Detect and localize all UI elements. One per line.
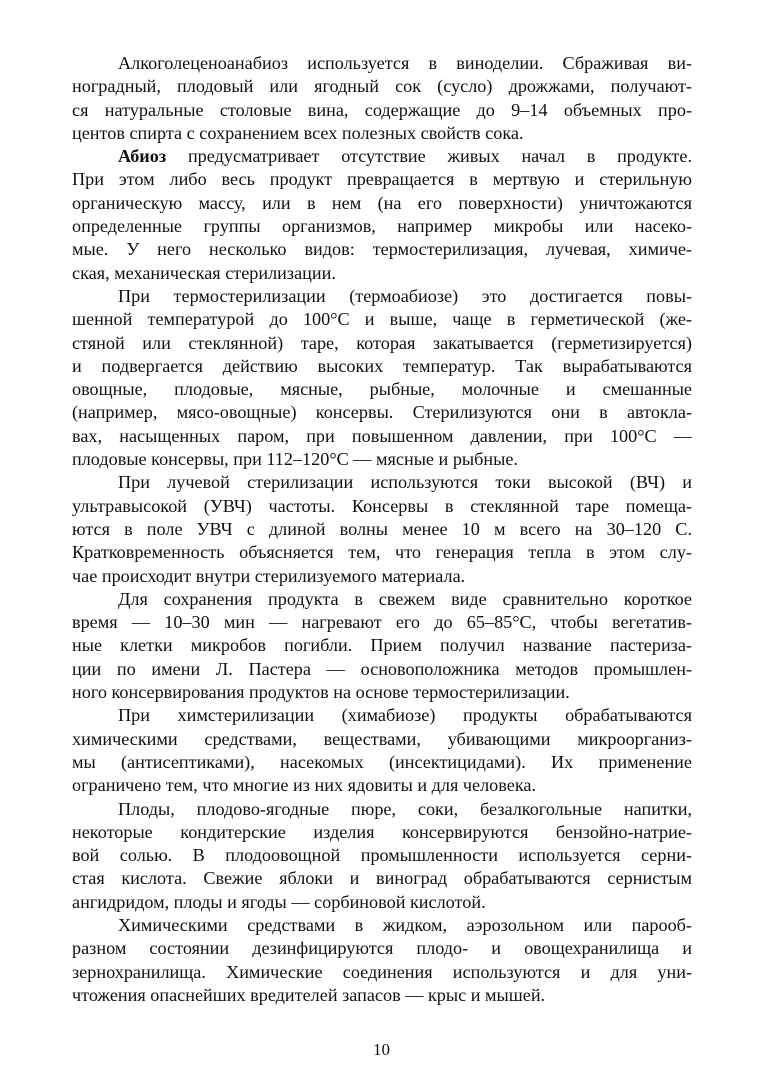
text-line: центов спирта с сохранением всех полезных свойств сока. xyxy=(72,122,524,143)
text-line: ные клетки микробов погибли. Прием получил название пастериза- xyxy=(72,635,692,656)
paragraph xyxy=(72,704,692,797)
paragraph xyxy=(72,914,692,1007)
paragraph xyxy=(72,798,692,914)
text-line: ного консервирования продуктов на основе термостерилизации. xyxy=(72,682,570,703)
paragraph xyxy=(72,52,692,145)
text-line: Алкоголеценоанабиоз используется в виноделии. Сбраживая ви- xyxy=(118,53,692,73)
text-line: некоторые кондитерские изделия консервируются бензойно-натрие- xyxy=(72,821,692,842)
text-line: определенные группы организмов, например микробы или насеко- xyxy=(72,216,692,237)
text-line: время — 10–30 мин — нагревают его до 65–85°С, чтобы вегетатив- xyxy=(72,612,692,633)
text-line: При лучевой стерилизации используются токи высокой (ВЧ) и xyxy=(118,472,692,493)
text-line: вах, насыщенных паром, при повышенном давлении, при 100°С — xyxy=(72,425,692,446)
text-fragment: предусматривает отсутствие живых начал в продукте. xyxy=(166,146,692,167)
text-line: ноградный, плодовый или ягодный сок (сусло) дрожжами, получают- xyxy=(72,76,692,97)
bold-term: Абиоз xyxy=(118,146,167,167)
paragraph xyxy=(72,285,692,471)
text-line: вой солью. В плодоовощной промышленности используется серни- xyxy=(72,845,692,866)
text-line: При химстерилизации (химабиозе) продукты обрабатываются xyxy=(118,705,692,726)
text-line: зернохранилища. Химические соединения используются и для уни- xyxy=(72,961,692,982)
text-line: При термостерилизации (термоабиозе) это достигается повы- xyxy=(118,285,692,306)
text-line: ская, механическая стерилизации. xyxy=(72,262,336,283)
page-number: 10 xyxy=(373,1040,390,1059)
text-line xyxy=(72,145,692,168)
text-line: При этом либо весь продукт превращается в мертвую и стерильную xyxy=(72,169,692,190)
text-line: плодовые консервы, при 112–120°С — мясные и рыбные. xyxy=(72,449,518,470)
text-line: Кратковременность объясняется тем, что генерация тепла в этом слу- xyxy=(72,542,692,563)
text-line: ются в поле УВЧ с длиной волны менее 10 м всего на 30–120 С. xyxy=(72,518,692,539)
paragraph xyxy=(72,145,692,285)
paragraph xyxy=(72,471,692,587)
text-line: Химическими средствами в жидком, аэрозольном или парооб- xyxy=(118,914,692,935)
text-line: ангидридом, плоды и ягоды — сорбиновой кислотой. xyxy=(72,891,486,912)
document-body xyxy=(72,52,692,1007)
text-line: (например, мясо-овощные) консервы. Стерилизуются они в автокла- xyxy=(72,402,692,423)
text-line: мы (антисептиками), насекомых (инсектицидами). Их применение xyxy=(72,751,692,772)
paragraph xyxy=(72,588,692,704)
text-line: разном состоянии дезинфицируются плодо- и овощехранилища и xyxy=(72,938,692,959)
text-line: стяной или стеклянной) таре, которая закатывается (герметизируется) xyxy=(72,332,692,353)
text-line: стая кислота. Свежие яблоки и виноград обрабатываются сернистым xyxy=(72,868,692,889)
text-line: Плоды, плодово-ягодные пюре, соки, безалкогольные напитки, xyxy=(118,798,692,819)
text-line: ультравысокой (УВЧ) частоты. Консервы в стеклянной таре помеща- xyxy=(72,495,692,516)
text-line: ся натуральные столовые вина, содержащие до 9–14 объемных про- xyxy=(72,99,692,120)
text-line: химическими средствами, веществами, убивающими микроорганиз- xyxy=(72,728,692,749)
text-line: мые. У него несколько видов: термостерилизация, лучевая, химиче- xyxy=(72,239,692,260)
text-line: шенной температурой до 100°С и выше, чаще в герметической (же- xyxy=(72,309,692,330)
text-line: чтожения опаснейших вредителей запасов — крыс и мышей. xyxy=(72,984,546,1005)
text-line: ции по имени Л. Пастера — основоположника методов промышлен- xyxy=(72,658,692,679)
text-line: Для сохранения продукта в свежем виде сравнительно короткое xyxy=(118,588,692,609)
text-line: овощные, плодовые, мясные, рыбные, молочные и смешанные xyxy=(72,379,692,400)
text-line: ограничено тем, что многие из них ядовиты и для человека. xyxy=(72,775,537,796)
text-line: и подвергается действию высоких температур. Так вырабатываются xyxy=(72,355,692,376)
text-line: органическую массу, или в нем (на его поверхности) уничтожаются xyxy=(72,192,692,213)
text-line: чае происходит внутри стерилизуемого материала. xyxy=(72,565,466,586)
